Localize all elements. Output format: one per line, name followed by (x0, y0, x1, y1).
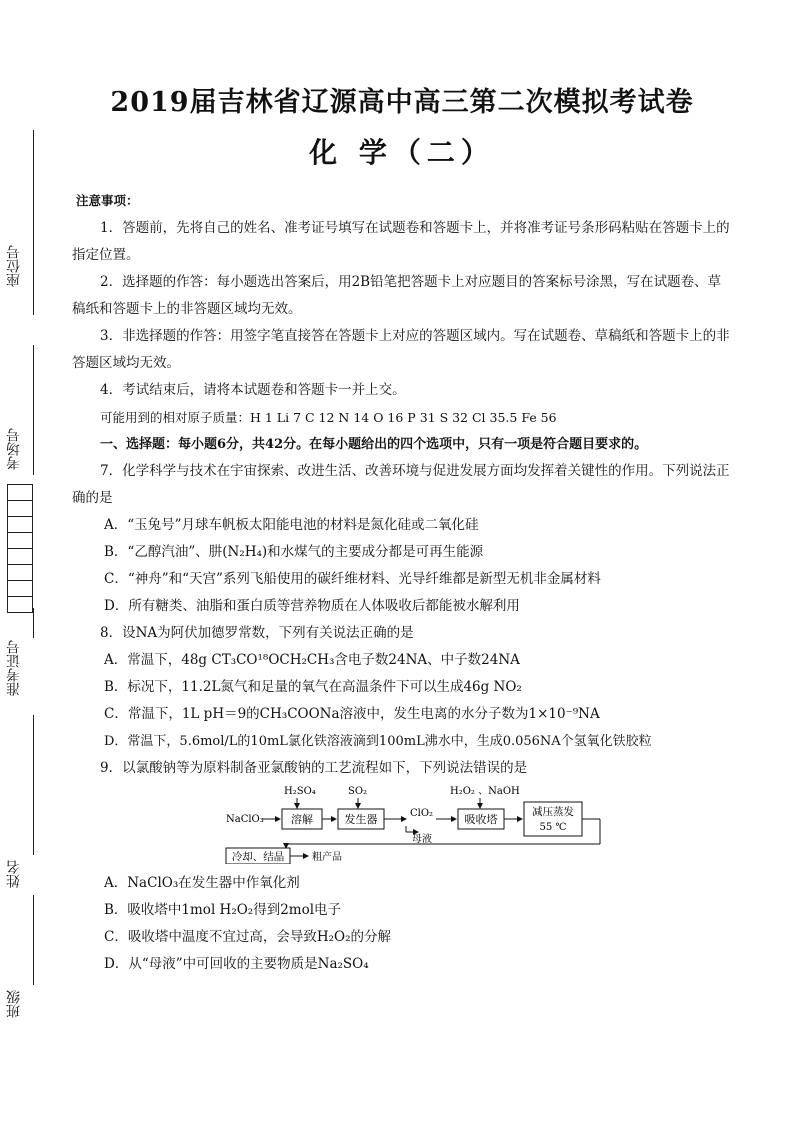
flow-generator-label: 发生器 (344, 813, 378, 826)
class-label: 班级 (6, 990, 22, 1018)
process-flow-diagram (72, 784, 732, 864)
page-title: 2019届吉林省辽源高中高三第二次模拟考试卷 (110, 87, 694, 118)
section-heading: 一、选择题：每小题6分，共42分。在每小题给出的四个选项中，只有一项是符合题目要求的。 (100, 437, 648, 452)
atomic-mass-line: 可能用到的相对原子质量：H 1 Li 7 C 12 N 14 O 16 P 31 S 32 Cl 35.5 Fe 56 (100, 410, 557, 425)
question-9-option-d: D．从“母液”中可回收的主要物质是Na₂SO₄ (104, 956, 369, 972)
question-9-option-b: B．吸收塔中1mol H₂O₂得到2mol电子 (104, 902, 342, 918)
question-7-option-c: C．“神舟”和“天宫”系列飞船使用的碳纤维材料、光导纤维都是新型无机非金属材料 (104, 571, 601, 587)
question-9-option-a: A．NaClO₃在发生器中作氧化剂 (104, 875, 300, 891)
question-8-stem: 8．设NA为阿伏加德罗常数，下列有关说法正确的是 (100, 625, 414, 641)
question-9-option-c: C．吸收塔中温度不宜过高，会导致H₂O₂的分解 (104, 929, 391, 945)
notice-item: 3．非选择题的作答：用签字笔直接答在答题卡上对应的答题区域内。写在试题卷、草稿纸和答题卡上的非答题区域均无效。 (72, 328, 730, 371)
question-8-option-a: A．常温下，48g CT₃CO¹⁸OCH₂CH₃含电子数24NA、中子数24NA (104, 652, 520, 668)
divider-line (33, 130, 34, 315)
notice-item: 4．考试结束后，请将本试题卷和答题卡一并上交。 (100, 382, 406, 398)
flow-temperature-label: 55 ℃ (539, 822, 567, 833)
flow-dissolve-label: 溶解 (291, 813, 313, 826)
question-7-option-b: B．“乙醇汽油”、肼(N₂H₄)和水煤气的主要成分都是可再生能源 (104, 544, 484, 560)
notice-item: 1．答题前，先将自己的姓名、准考证号填写在试题卷和答题卡上，并将准考证号条形码粘贴在答题卡上的指定位置。 (72, 220, 730, 263)
question-9-stem: 9．以氯酸钠等为原料制备亚氯酸钠的工艺流程如下，下列说法错误的是 (100, 760, 528, 776)
divider-line (33, 715, 34, 855)
flow-svg (72, 784, 732, 864)
question-8-option-b: B．标况下，11.2L氮气和足量的氧气在高温条件下可以生成46g NO₂ (104, 679, 522, 695)
flow-h2so4-label: H₂SO₄ (284, 786, 316, 797)
exam-paper (72, 80, 732, 978)
flow-crystallize-label: 冷却、结晶 (231, 851, 285, 863)
admission-ticket-label: 准考证号 (6, 640, 22, 696)
flow-evaporation-label: 减压蒸发 (532, 806, 574, 818)
question-7-option-d: D．所有糖类、油脂和蛋白质等营养物质在人体吸收后都能被水解利用 (104, 598, 520, 614)
page-subtitle: 化 学（二） (309, 136, 495, 169)
flow-start-label: NaClO₃ (226, 814, 264, 825)
question-8-option-d: D．常温下，5.6mol/L的10mL氯化铁溶液滴到100mL沸水中，生成0.056NA个氢氧化铁胶粒 (104, 734, 652, 749)
question-7-option-a: A．“玉兔号”月球车帆板太阳能电池的材料是氮化硅或二氧化硅 (104, 517, 479, 533)
binding-sidebar (0, 0, 60, 1123)
divider-line (33, 608, 34, 638)
flow-clo2-label: ClO₂ (410, 808, 434, 819)
flow-mother-liquor-label: 母液 (412, 834, 432, 845)
question-7-stem: 7．化学科学与技术在宇宙探索、改进生活、改善环境与促进发展方面均发挥着关键性的作用。下列说法正确的是 (72, 463, 730, 506)
seat-number-label: 座位号 (6, 245, 22, 287)
exam-number-grid (7, 484, 33, 613)
flow-reagents-label: H₂O₂ 、NaOH (450, 786, 520, 797)
question-8-option-c: C．常温下，1L pH＝9的CH₃COONa溶液中，发生电离的水分子数为1×10⁻⁹NA (104, 706, 600, 722)
flow-product-label: 粗产品 (312, 852, 342, 863)
divider-line (33, 895, 34, 985)
notice-item: 2．选择题的作答：每小题选出答案后，用2B铅笔把答题卡上对应题目的答案标号涂黑，写在试题卷、草稿纸和答题卡上的非答题区域均无效。 (72, 274, 722, 317)
flow-absorber-label: 吸收塔 (464, 813, 498, 826)
exam-room-label: 考场号 (6, 428, 22, 470)
flow-so2-label: SO₂ (348, 786, 368, 797)
divider-line (33, 345, 34, 475)
name-label: 姓名 (6, 860, 22, 888)
notice-heading: 注意事项： (76, 193, 139, 208)
